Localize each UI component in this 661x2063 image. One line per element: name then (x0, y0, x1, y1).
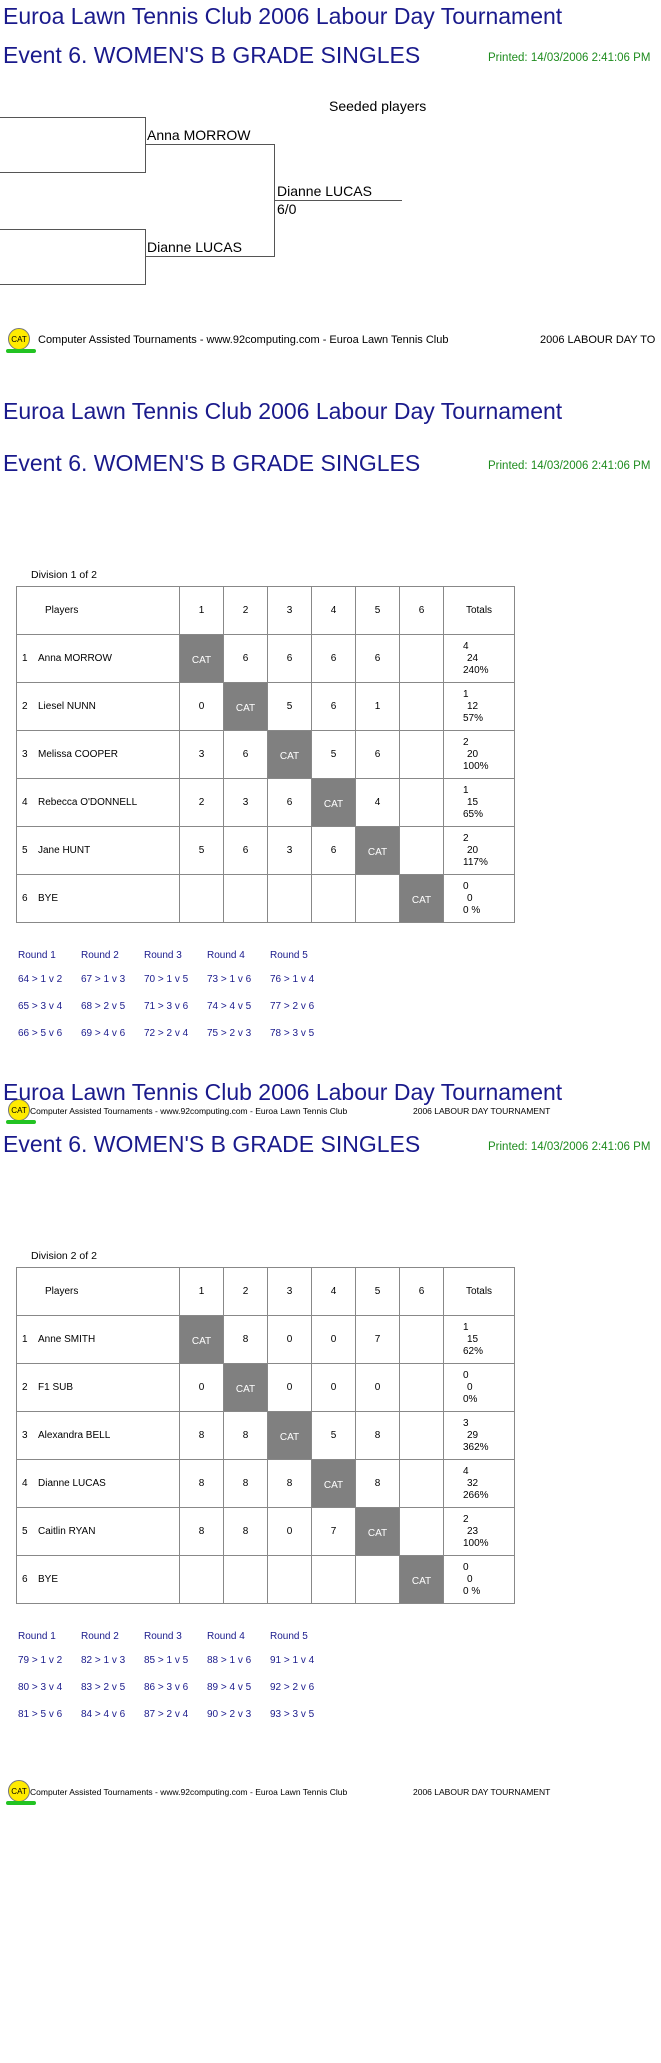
score-cell: 0 (180, 683, 224, 731)
round-header: Round 1 (18, 1631, 56, 1642)
footer-right-text: 2006 LABOUR DAY TOURNAMENT (413, 1787, 551, 1797)
table-header-row (17, 587, 515, 635)
event-title: Event 6. WOMEN'S B GRADE SINGLES (3, 450, 421, 476)
score-cell: 5 (312, 731, 356, 779)
score-cell: 6 (312, 683, 356, 731)
player-name: Anna MORROW (38, 653, 112, 664)
score-cell: 6 (356, 731, 400, 779)
self-match-cell: CAT (180, 635, 224, 683)
totals-wins: 0 (463, 1561, 469, 1573)
column-header: Totals (444, 1268, 515, 1316)
match-entry: 65 > 3 v 4 (18, 1001, 63, 1012)
seeded-players-label: Seeded players (329, 98, 427, 114)
totals-wins: 0 (463, 880, 469, 892)
player-number: 6 (22, 1574, 28, 1585)
player-name: Alexandra BELL (38, 1430, 111, 1441)
printed-timestamp: Printed: 14/03/2006 2:41:06 PM (488, 460, 651, 472)
column-header: 5 (356, 587, 400, 635)
match-entry: 83 > 2 v 5 (81, 1682, 126, 1693)
player-name: Liesel NUNN (38, 701, 96, 712)
match-entry: 77 > 2 v 6 (270, 1001, 315, 1012)
match-entry: 80 > 3 v 4 (18, 1682, 63, 1693)
column-header: 1 (180, 587, 224, 635)
semifinal-player-1: Anna MORROW (147, 127, 251, 143)
page-title: Euroa Lawn Tennis Club 2006 Labour Day Tournament (3, 398, 563, 424)
match-entry: 91 > 1 v 4 (270, 1655, 315, 1666)
table-row (17, 731, 515, 779)
self-match-cell: CAT (356, 827, 400, 875)
score-cell: 0 (312, 1364, 356, 1412)
score-cell: 6 (224, 635, 268, 683)
column-header: 5 (356, 1268, 400, 1316)
match-entry: 68 > 2 v 5 (81, 1001, 126, 1012)
bracket-line (0, 229, 145, 230)
match-entry: 82 > 1 v 3 (81, 1655, 126, 1666)
score-cell: 8 (224, 1460, 268, 1508)
self-match-cell: CAT (180, 1316, 224, 1364)
score-cell: 8 (356, 1412, 400, 1460)
totals-cell (444, 1508, 515, 1556)
player-cell (17, 1412, 180, 1460)
player-name: Melissa COOPER (38, 749, 119, 760)
page-footer (8, 1780, 568, 1806)
totals-cell (444, 1412, 515, 1460)
score-cell (400, 827, 444, 875)
column-header: 6 (400, 587, 444, 635)
score-cell: 3 (268, 827, 312, 875)
totals-wins: 4 (463, 1465, 469, 1477)
totals-games: 23 (467, 1525, 479, 1537)
player-number: 5 (22, 845, 28, 856)
table-header-row (17, 1268, 515, 1316)
match-entry: 75 > 2 v 3 (207, 1028, 252, 1039)
totals-games: 15 (467, 796, 479, 808)
page-title: Euroa Lawn Tennis Club 2006 Labour Day Tournament (3, 1079, 563, 1105)
bracket-line (0, 117, 145, 118)
totals-percent: 57% (463, 712, 484, 724)
table-row (17, 875, 515, 923)
bracket-line (145, 256, 274, 257)
match-entry: 90 > 2 v 3 (207, 1709, 252, 1720)
match-entry: 69 > 4 v 6 (81, 1028, 126, 1039)
table-row (17, 827, 515, 875)
footer-text: Computer Assisted Tournaments - www.92computing.com - Euroa Lawn Tennis Club (30, 1106, 348, 1116)
totals-wins: 2 (463, 1513, 469, 1525)
rounds-schedule (18, 1631, 348, 1731)
match-entry: 79 > 1 v 2 (18, 1655, 63, 1666)
totals-cell (444, 875, 515, 923)
footer-right-text: 2006 LABOUR DAY TO (540, 334, 656, 346)
bracket-line (145, 229, 146, 285)
totals-wins: 2 (463, 832, 469, 844)
score-cell: 6 (224, 827, 268, 875)
score-cell (400, 1316, 444, 1364)
column-header: 3 (268, 587, 312, 635)
round-robin-table (16, 1267, 515, 1604)
totals-games: 32 (467, 1477, 479, 1489)
totals-cell (444, 1556, 515, 1604)
score-cell: 0 (312, 1316, 356, 1364)
totals-percent: 65% (463, 808, 484, 820)
totals-cell (444, 1316, 515, 1364)
round-header: Round 2 (81, 950, 119, 961)
cat-logo-underline (6, 349, 36, 353)
totals-percent: 240% (463, 664, 489, 676)
cat-logo-underline (6, 1120, 36, 1124)
player-number: 1 (22, 1334, 28, 1345)
player-name: BYE (38, 893, 59, 904)
totals-cell (444, 731, 515, 779)
player-name: Dianne LUCAS (38, 1478, 106, 1489)
bracket-line (145, 117, 146, 173)
player-number: 6 (22, 893, 28, 904)
table-row (17, 683, 515, 731)
column-header: 6 (400, 1268, 444, 1316)
event-title: Event 6. WOMEN'S B GRADE SINGLES (3, 42, 421, 68)
score-cell (356, 875, 400, 923)
table-row (17, 1460, 515, 1508)
match-entry: 70 > 1 v 5 (144, 974, 189, 985)
match-entry: 76 > 1 v 4 (270, 974, 315, 985)
score-cell: 0 (268, 1364, 312, 1412)
totals-percent: 100% (463, 760, 489, 772)
table-row (17, 1508, 515, 1556)
score-cell (224, 875, 268, 923)
score-cell (268, 1556, 312, 1604)
score-cell (312, 875, 356, 923)
table-row (17, 1412, 515, 1460)
footer-text: Computer Assisted Tournaments - www.92computing.com - Euroa Lawn Tennis Club (38, 334, 449, 346)
round-robin-table (16, 586, 515, 923)
totals-percent: 62% (463, 1345, 484, 1357)
cat-logo: CAT (8, 328, 30, 350)
player-cell (17, 779, 180, 827)
match-entry: 78 > 3 v 5 (270, 1028, 315, 1039)
score-cell (400, 1508, 444, 1556)
player-number: 2 (22, 701, 28, 712)
score-cell: 6 (268, 635, 312, 683)
player-number: 2 (22, 1382, 28, 1393)
match-entry: 64 > 1 v 2 (18, 974, 63, 985)
totals-games: 0 (467, 1381, 473, 1393)
totals-games: 12 (467, 700, 479, 712)
match-entry: 73 > 1 v 6 (207, 974, 252, 985)
totals-wins: 1 (463, 784, 469, 796)
score-cell: 8 (180, 1460, 224, 1508)
round-header: Round 5 (270, 1631, 308, 1642)
score-cell (400, 1412, 444, 1460)
totals-games: 0 (467, 892, 473, 904)
score-cell: 6 (312, 635, 356, 683)
table-row (17, 1556, 515, 1604)
match-entry: 85 > 1 v 5 (144, 1655, 189, 1666)
score-cell (400, 1460, 444, 1508)
player-cell (17, 1460, 180, 1508)
player-name: F1 SUB (38, 1382, 74, 1393)
winner-name: Dianne LUCAS (277, 183, 372, 199)
player-name: Jane HUNT (38, 845, 91, 856)
player-number: 5 (22, 1526, 28, 1537)
score-cell (224, 1556, 268, 1604)
totals-games: 15 (467, 1333, 479, 1345)
totals-percent: 266% (463, 1489, 489, 1501)
score-cell: 8 (224, 1412, 268, 1460)
score-cell: 3 (180, 731, 224, 779)
score-cell: 6 (224, 731, 268, 779)
player-name: Anne SMITH (38, 1334, 96, 1345)
score-cell: 8 (224, 1508, 268, 1556)
page-title: Euroa Lawn Tennis Club 2006 Labour Day Tournament (3, 3, 563, 29)
score-cell: 8 (180, 1412, 224, 1460)
match-entry: 81 > 5 v 6 (18, 1709, 63, 1720)
match-entry: 92 > 2 v 6 (270, 1682, 315, 1693)
player-cell (17, 683, 180, 731)
score-cell: 5 (312, 1412, 356, 1460)
table-row (17, 1364, 515, 1412)
score-cell (180, 875, 224, 923)
match-entry: 74 > 4 v 5 (207, 1001, 252, 1012)
column-header: Players (17, 587, 180, 635)
totals-percent: 0 % (463, 1585, 481, 1597)
self-match-cell: CAT (400, 875, 444, 923)
event-title: Event 6. WOMEN'S B GRADE SINGLES (3, 1131, 421, 1157)
totals-wins: 4 (463, 640, 469, 652)
totals-percent: 0% (463, 1393, 478, 1405)
totals-percent: 0 % (463, 904, 481, 916)
bracket-line (0, 284, 145, 285)
totals-cell (444, 1460, 515, 1508)
totals-cell (444, 683, 515, 731)
score-cell (356, 1556, 400, 1604)
footer-text: Computer Assisted Tournaments - www.92computing.com - Euroa Lawn Tennis Club (30, 1787, 348, 1797)
score-cell: 5 (180, 827, 224, 875)
player-name: BYE (38, 1574, 59, 1585)
score-cell: 1 (356, 683, 400, 731)
match-entry: 66 > 5 v 6 (18, 1028, 63, 1039)
player-name: Caitlin RYAN (38, 1526, 96, 1537)
player-cell (17, 1316, 180, 1364)
self-match-cell: CAT (356, 1508, 400, 1556)
match-entry: 88 > 1 v 6 (207, 1655, 252, 1666)
score-cell: 8 (268, 1460, 312, 1508)
column-header: 4 (312, 1268, 356, 1316)
match-entry: 71 > 3 v 6 (144, 1001, 189, 1012)
score-cell: 8 (224, 1316, 268, 1364)
totals-games: 20 (467, 748, 479, 760)
player-cell (17, 1364, 180, 1412)
match-entry: 86 > 3 v 6 (144, 1682, 189, 1693)
page-footer (8, 328, 661, 354)
score-cell: 6 (268, 779, 312, 827)
match-entry: 84 > 4 v 6 (81, 1709, 126, 1720)
player-number: 4 (22, 797, 28, 808)
round-header: Round 3 (144, 1631, 182, 1642)
division-label: Division 1 of 2 (31, 569, 97, 581)
column-header: 1 (180, 1268, 224, 1316)
score-cell (268, 875, 312, 923)
score-cell (400, 635, 444, 683)
totals-percent: 362% (463, 1441, 489, 1453)
semifinal-player-2: Dianne LUCAS (147, 239, 242, 255)
player-cell (17, 875, 180, 923)
score-cell: 8 (180, 1508, 224, 1556)
match-entry: 89 > 4 v 5 (207, 1682, 252, 1693)
player-number: 4 (22, 1478, 28, 1489)
score-cell: 7 (312, 1508, 356, 1556)
self-match-cell: CAT (312, 1460, 356, 1508)
score-cell (400, 1364, 444, 1412)
player-cell (17, 731, 180, 779)
column-header: Players (17, 1268, 180, 1316)
self-match-cell: CAT (312, 779, 356, 827)
self-match-cell: CAT (224, 1364, 268, 1412)
printed-timestamp: Printed: 14/03/2006 2:41:06 PM (488, 1141, 651, 1153)
totals-wins: 1 (463, 688, 469, 700)
self-match-cell: CAT (268, 1412, 312, 1460)
bracket-line (145, 144, 274, 145)
player-cell (17, 1508, 180, 1556)
player-number: 1 (22, 653, 28, 664)
column-header: 4 (312, 587, 356, 635)
rounds-schedule (18, 950, 348, 1050)
score-cell (400, 731, 444, 779)
self-match-cell: CAT (224, 683, 268, 731)
totals-wins: 0 (463, 1369, 469, 1381)
table-row (17, 779, 515, 827)
score-cell: 4 (356, 779, 400, 827)
totals-games: 24 (467, 652, 479, 664)
totals-cell (444, 827, 515, 875)
division-label: Division 2 of 2 (31, 1250, 97, 1262)
column-header: 3 (268, 1268, 312, 1316)
score-cell: 5 (268, 683, 312, 731)
score-cell: 8 (356, 1460, 400, 1508)
printed-timestamp: Printed: 14/03/2006 2:41:06 PM (488, 52, 651, 64)
player-cell (17, 827, 180, 875)
round-header: Round 3 (144, 950, 182, 961)
score-cell: 0 (268, 1316, 312, 1364)
table-row (17, 1316, 515, 1364)
round-header: Round 4 (207, 950, 245, 961)
score-cell (312, 1556, 356, 1604)
column-header: 2 (224, 587, 268, 635)
table-row (17, 635, 515, 683)
player-number: 3 (22, 749, 28, 760)
score-cell: 3 (224, 779, 268, 827)
totals-games: 20 (467, 844, 479, 856)
column-header: Totals (444, 587, 515, 635)
cat-logo-underline (6, 1801, 36, 1805)
totals-cell (444, 635, 515, 683)
cat-logo: CAT (8, 1099, 30, 1121)
winner-score: 6/0 (277, 201, 297, 217)
round-header: Round 1 (18, 950, 56, 961)
player-number: 3 (22, 1430, 28, 1441)
player-cell (17, 1556, 180, 1604)
footer-right-text: 2006 LABOUR DAY TOURNAMENT (413, 1106, 551, 1116)
round-header: Round 4 (207, 1631, 245, 1642)
totals-wins: 3 (463, 1417, 469, 1429)
match-entry: 72 > 2 v 4 (144, 1028, 189, 1039)
totals-games: 29 (467, 1429, 479, 1441)
totals-cell (444, 779, 515, 827)
column-header: 2 (224, 1268, 268, 1316)
player-name: Rebecca O'DONNELL (38, 797, 138, 808)
self-match-cell: CAT (400, 1556, 444, 1604)
match-entry: 67 > 1 v 3 (81, 974, 126, 985)
cat-logo: CAT (8, 1780, 30, 1802)
totals-cell (444, 1364, 515, 1412)
score-cell (400, 683, 444, 731)
score-cell (400, 779, 444, 827)
score-cell: 6 (356, 635, 400, 683)
bracket-line (0, 172, 145, 173)
totals-games: 0 (467, 1573, 473, 1585)
score-cell: 7 (356, 1316, 400, 1364)
score-cell: 2 (180, 779, 224, 827)
round-header: Round 5 (270, 950, 308, 961)
score-cell: 0 (268, 1508, 312, 1556)
totals-percent: 117% (463, 856, 488, 868)
totals-wins: 1 (463, 1321, 469, 1333)
score-cell: 6 (312, 827, 356, 875)
match-entry: 93 > 3 v 5 (270, 1709, 315, 1720)
score-cell: 0 (180, 1364, 224, 1412)
self-match-cell: CAT (268, 731, 312, 779)
totals-wins: 2 (463, 736, 469, 748)
totals-percent: 100% (463, 1537, 489, 1549)
player-cell (17, 635, 180, 683)
match-entry: 87 > 2 v 4 (144, 1709, 189, 1720)
round-header: Round 2 (81, 1631, 119, 1642)
score-cell: 0 (356, 1364, 400, 1412)
score-cell (180, 1556, 224, 1604)
